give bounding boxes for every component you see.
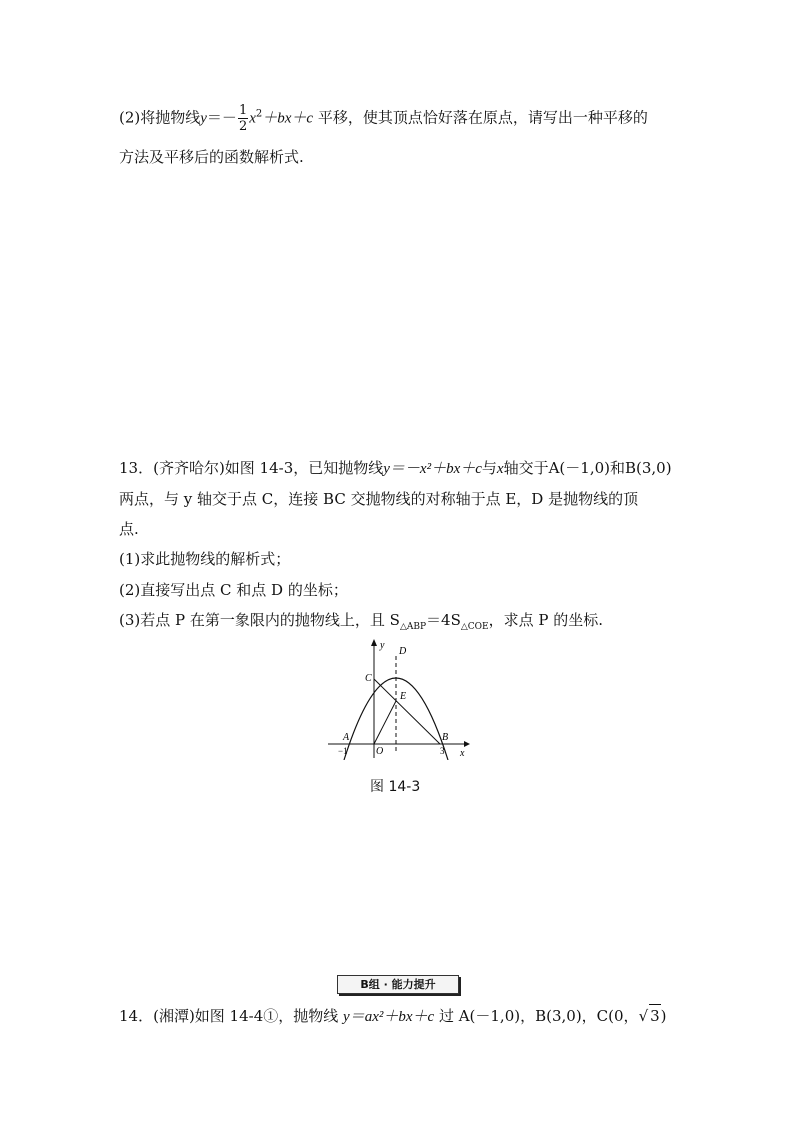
q13-part3-c: ，求点 P 的坐标. [488, 611, 604, 629]
q12-text: 平移，使其顶点恰好落在原点，请写出一种平移的 [313, 108, 648, 127]
y-axis-arrow [371, 639, 377, 646]
poly-rest: ＋bx＋c [262, 110, 314, 127]
q14-points: 过 A(－1,0)，B(3,0)，C(0， [434, 1007, 639, 1025]
label-d: D [399, 646, 407, 657]
sub-abp: △ABP [399, 622, 427, 632]
q13-intro: 13．(齐齐哈尔)如图 14-3，已知抛物线 [119, 459, 384, 477]
var-x: x [496, 461, 504, 477]
label-b: B [442, 732, 449, 743]
sqrt-radicand: 3 [649, 1004, 661, 1027]
exp-2: 2 [255, 108, 263, 120]
label-c: C [365, 673, 372, 684]
sqrt-symbol: √ [638, 1007, 649, 1025]
var-y: y [200, 110, 207, 127]
x-axis-arrow [464, 741, 470, 747]
q13-line3: 点. [119, 520, 139, 538]
label-y: y [380, 640, 385, 651]
frac-num: 1 [238, 103, 248, 118]
q13-part3-b: ＝4S [426, 611, 461, 629]
fraction-one-half [238, 103, 248, 134]
q13-part3 [119, 609, 603, 638]
section-badge: B组 · 能力提升 [337, 975, 459, 994]
segment-oe [374, 701, 396, 744]
eq-sign: ＝－ [206, 108, 237, 127]
q13-with: 与 [481, 459, 497, 477]
q13-line2: 两点，与 y 轴交于点 C，连接 BC 交抛物线的对称轴于点 E，D 是抛物线的顶 [119, 490, 639, 508]
q14-close: ) [660, 1007, 667, 1025]
figure-14-3 [324, 636, 474, 760]
q14-equation: y＝ax²＋bx＋c [343, 1009, 435, 1025]
segment-bc [374, 679, 440, 744]
q13-points: 轴交于A(－1,0)和B(3,0) [503, 459, 672, 477]
label-e: E [400, 691, 407, 702]
q12-part2-line2: 方法及平移后的函数解析式. [119, 148, 304, 166]
tick-3: 3 [440, 746, 445, 756]
q12-prefix: (2)将抛物线 [119, 108, 201, 127]
q13-part2: (2)直接写出点 C 和点 D 的坐标； [119, 581, 348, 599]
q14-intro: 14．(湘潭)如图 14-4①，抛物线 [119, 1007, 344, 1025]
q13-part1: (1)求此抛物线的解析式； [119, 550, 291, 568]
figure-caption: 图 14-3 [370, 779, 421, 795]
label-x: x [460, 748, 465, 759]
var-x: x [249, 110, 256, 127]
q13-equation: y＝－x²＋bx＋c [383, 461, 482, 477]
q14-line1 [119, 1004, 667, 1028]
tick-neg1: −1 [338, 746, 348, 756]
parabola-diagram [324, 636, 474, 760]
label-a: A [343, 732, 350, 743]
frac-den: 2 [238, 119, 248, 134]
label-o: O [376, 746, 384, 757]
q13-part3-a: (3)若点 P 在第一象限内的抛物线上，且 S [119, 611, 400, 629]
sub-coe: △COE [460, 622, 489, 632]
q12-part2-line1 [119, 103, 648, 134]
q13-line1 [119, 457, 672, 480]
